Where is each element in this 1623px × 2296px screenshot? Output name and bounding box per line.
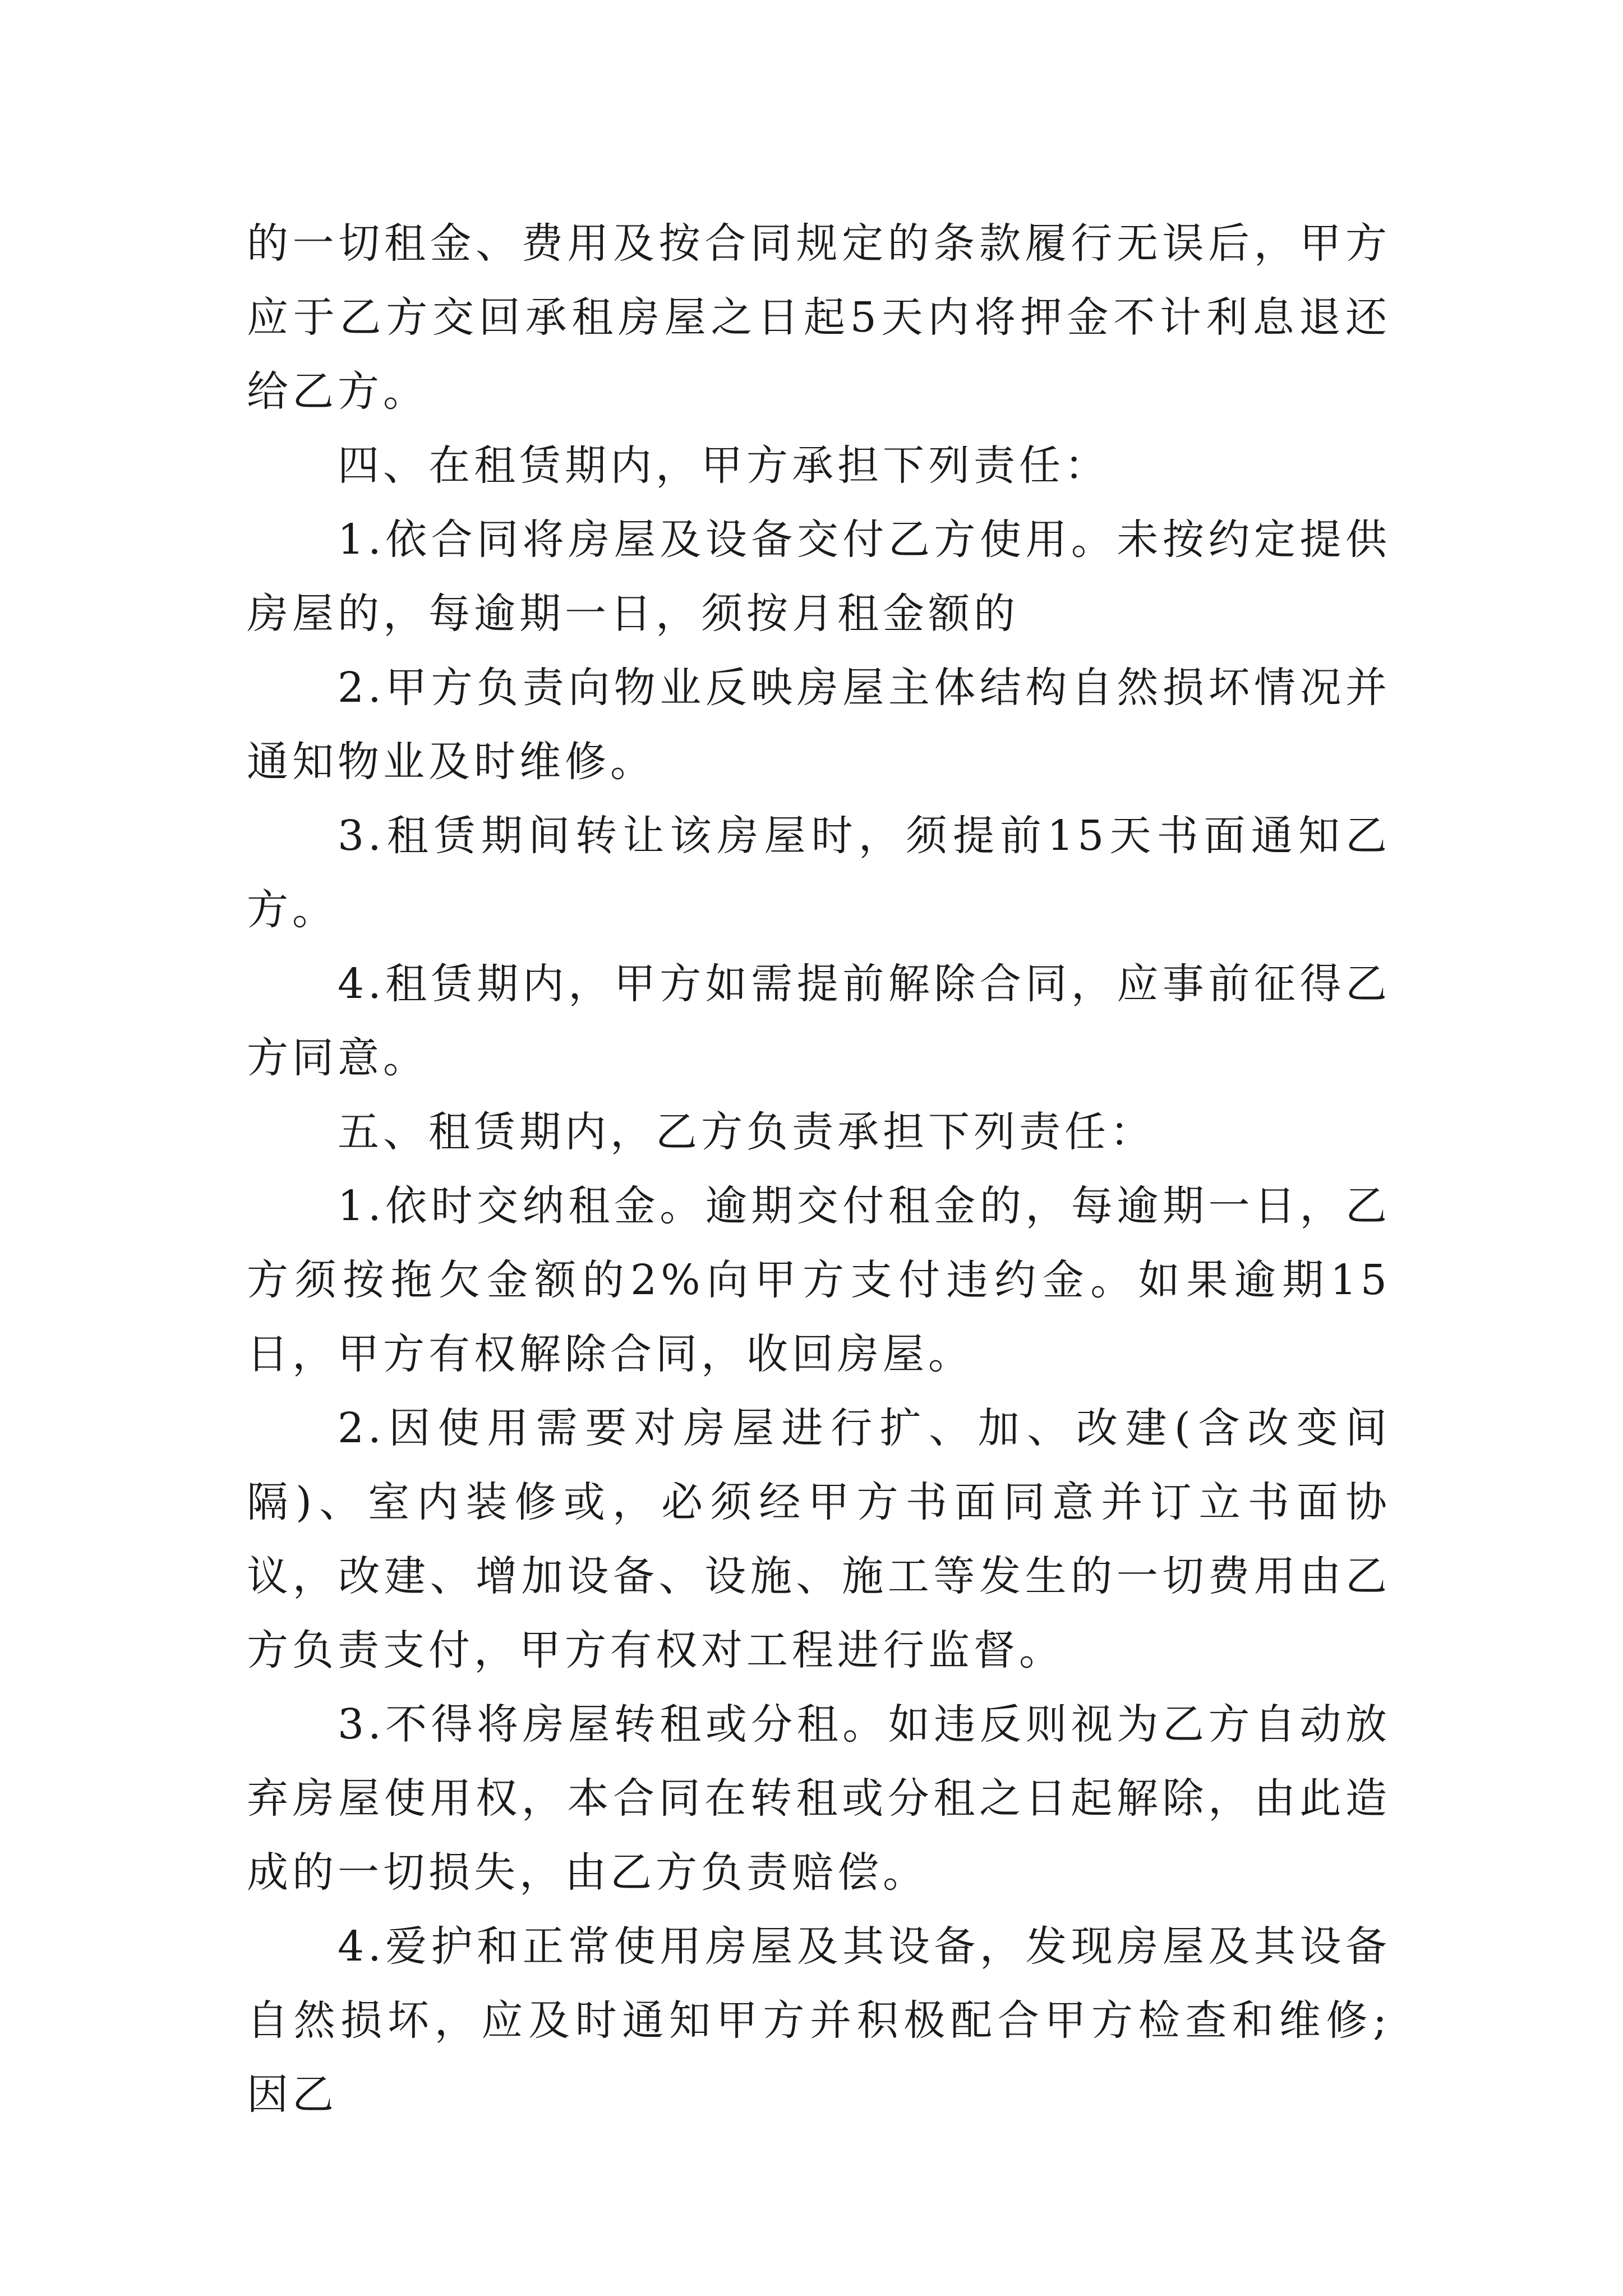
clause-a-1: 1.依合同将房屋及设备交付乙方使用。未按约定提供房屋的，每逾期一日，须按月租金额的: [247, 516, 1391, 638]
clause-b-1: 1.依时交纳租金。逾期交付租金的，每逾期一日，乙方须按拖欠金额的2%向甲方支付违约金。如果逾期15日，甲方有权解除合同，收回房屋。: [247, 1182, 1391, 1378]
clause-a-2: 2.甲方负责向物业反映房屋主体结构自然损坏情况并通知物业及时维修。: [247, 664, 1391, 786]
section-heading-party-b-duties: 五、租赁期内，乙方负责承担下列责任：: [338, 1108, 1155, 1156]
clause-b-4: 4.爱护和正常使用房屋及其设备，发现房屋及其设备自然损坏，应及时通知甲方并积极配合甲方检查和维修;因乙: [247, 1922, 1391, 2119]
section-heading-party-a-duties: 四、在租赁期内，甲方承担下列责任：: [338, 441, 1110, 490]
clause-a-3: 3.租赁期间转让该房屋时，须提前15天书面通知乙方。: [247, 812, 1391, 934]
document-body: [247, 206, 1391, 2132]
clause-b-2: 2.因使用需要对房屋进行扩、加、改建(含改变间隔)、室内装修或，必须经甲方书面同意并订立书面协议，改建、增加设备、设施、施工等发生的一切费用由乙方负责支付，甲方有权对工程进行监督。: [247, 1404, 1391, 1674]
paragraph-deposit-refund: 的一切租金、费用及按合同规定的条款履行无误后，甲方应于乙方交回承租房屋之日起5天内将押金不计利息退还给乙方。: [247, 219, 1391, 416]
clause-b-3: 3.不得将房屋转租或分租。如违反则视为乙方自动放弃房屋使用权，本合同在转租或分租之日起解除，由此造成的一切损失，由乙方负责赔偿。: [247, 1700, 1391, 1897]
clause-a-4: 4.租赁期内，甲方如需提前解除合同，应事前征得乙方同意。: [247, 960, 1391, 1082]
